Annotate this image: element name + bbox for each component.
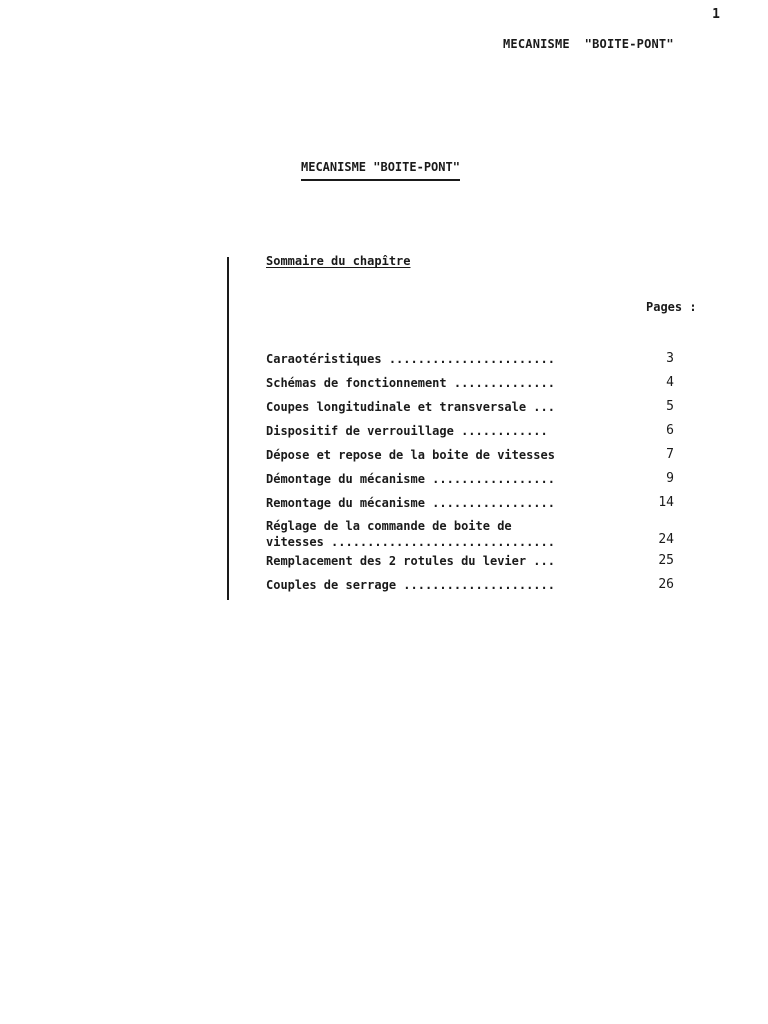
toc-entry-title: Caraotéristiques ....................... <box>266 352 555 366</box>
toc-entry-title: Dépose et repose de la boite de vitesses <box>266 448 555 462</box>
toc-entry-page: 3 <box>666 351 674 366</box>
toc-entry <box>266 419 678 443</box>
toc-entry <box>266 443 678 467</box>
toc-entry-title: Réglage de la commande de boite de vitesses ............................... <box>266 519 555 549</box>
toc-entry-title: Remplacement des 2 rotules du levier ... <box>266 554 555 568</box>
toc-entry <box>266 371 678 395</box>
toc-entry-title: Dispositif de verrouillage ............ <box>266 424 548 438</box>
toc-entry-title: Remontage du mécanisme ................. <box>266 496 555 510</box>
chapter-title: MECANISME "BOITE-PONT" <box>301 160 460 181</box>
running-header: MECANISME "BOITE-PONT" <box>503 37 674 51</box>
pages-column-label: Pages : <box>646 300 697 314</box>
toc-entry-page: 25 <box>658 553 674 568</box>
margin-bar <box>227 257 229 600</box>
toc-entry-page: 26 <box>658 577 674 592</box>
toc-entry-title: Couples de serrage ..................... <box>266 578 555 592</box>
toc-entry-page: 7 <box>666 447 674 462</box>
toc-entry-page: 14 <box>658 495 674 510</box>
toc-entry <box>266 515 678 549</box>
toc-entry-page: 4 <box>666 375 674 390</box>
toc-entry-title: Schémas de fonctionnement .............. <box>266 376 555 390</box>
summary-heading: Sommaire du chapître <box>266 254 411 268</box>
toc-entry-page: 5 <box>666 399 674 414</box>
toc-entry <box>266 467 678 491</box>
toc-entry-title: Démontage du mécanisme ................. <box>266 472 555 486</box>
toc-entry <box>266 549 678 573</box>
toc-entry <box>266 491 678 515</box>
toc-entry <box>266 395 678 419</box>
toc-entry <box>266 347 678 371</box>
table-of-contents <box>266 347 678 597</box>
toc-entry-page: 6 <box>666 423 674 438</box>
toc-entry <box>266 573 678 597</box>
toc-entry-page: 24 <box>658 532 674 547</box>
toc-entry-page: 9 <box>666 471 674 486</box>
toc-entry-title: Coupes longitudinale et transversale ... <box>266 400 555 414</box>
page-number: 1 <box>712 7 720 22</box>
